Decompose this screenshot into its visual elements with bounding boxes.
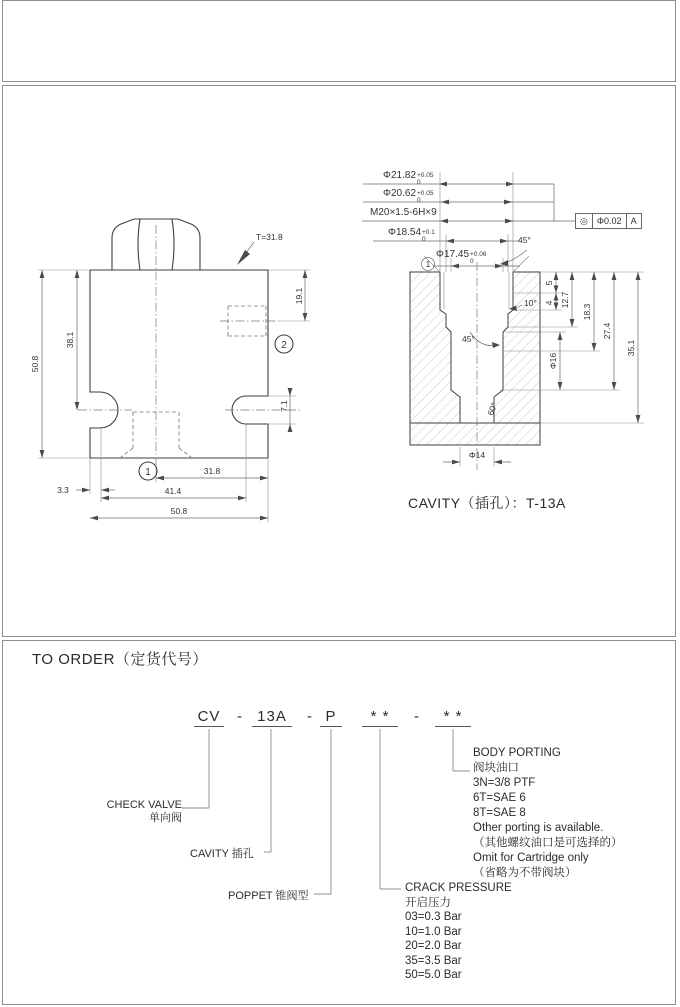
order-code-crack: * * (362, 708, 398, 727)
cavity-depth-35-1: 35.1 (626, 339, 636, 357)
body-porting-note2: Omit for Cartridge only (473, 852, 589, 864)
order-section-title: TO ORDER（定货代号） (32, 651, 208, 668)
gdt-datum: A (626, 213, 642, 229)
crack-pressure-option: 03=0.3 Bar (405, 911, 462, 923)
cavity-dia-16: Φ16 (548, 352, 558, 370)
gdt-frame (576, 213, 642, 229)
cavity-port1-marker: 1 (425, 259, 431, 269)
cavity-dia2-label (383, 188, 433, 204)
cavity-dia1-tolerance: +0.05 0 (417, 172, 434, 186)
cavity-dia-14: Φ14 (468, 450, 486, 460)
cavity-angle-bottom: 60° (485, 401, 500, 417)
body-porting-block (473, 746, 623, 881)
cavity-depth-12-7: 12.7 (560, 291, 570, 309)
dim-41-4: 41.4 (164, 486, 182, 496)
dim-31-8: 31.8 (203, 466, 221, 476)
order-code-model: CV (194, 708, 224, 727)
check-valve-label-en: CHECK VALVE (106, 799, 182, 811)
concentricity-icon: ◎ (575, 213, 593, 229)
crack-pressure-block (405, 881, 512, 983)
check-valve-label-zh: 单向阀 (149, 812, 182, 824)
port2-marker: 2 (281, 340, 287, 351)
crack-pressure-option: 10=1.0 Bar (405, 925, 462, 938)
cavity-dia1-value: Φ21.82 (383, 170, 417, 181)
order-connector-lines (182, 729, 470, 894)
cavity-depth-27-4: 27.4 (602, 322, 612, 340)
dim-port2-depth: 19.1 (294, 287, 304, 305)
crack-pressure-option: 35=3.5 Bar (405, 954, 462, 967)
cavity-dia2-tolerance: +0.05 0 (417, 190, 434, 204)
cavity-dia3-label (388, 227, 435, 243)
poppet-label: POPPET 锥阀型 (228, 890, 309, 902)
body-porting-option: 6T=SAE 6 (473, 792, 526, 804)
dim-overall-height: 50.8 (30, 355, 40, 373)
dim-slot-width: 7.1 (279, 400, 289, 412)
cavity-angle-chamfer: 45° (462, 334, 475, 344)
cavity-depth-18-3: 18.3 (582, 303, 592, 321)
valve-dimensions (30, 232, 307, 522)
body-porting-note2-zh: （省略为不带阀块） (473, 867, 577, 879)
dim-3-3: 3.3 (57, 485, 69, 495)
gdt-tolerance: Φ0.02 (592, 213, 627, 229)
cavity-depth-5: 5 (544, 280, 554, 286)
port1-marker: 1 (145, 467, 151, 478)
cavity-depth-4: 4 (544, 300, 554, 306)
cavity-dia4-tolerance: +0.06 0 (470, 251, 487, 265)
cavity-caption: CAVITY（插孔）：T-13A (408, 495, 566, 511)
body-porting-note1-zh: （其他螺纹油口是可选择的） (473, 837, 623, 849)
order-code-sep3: - (414, 708, 420, 725)
body-porting-subtitle: 阀块油口 (473, 762, 519, 774)
thread-callout: T=31.8 (256, 232, 283, 242)
valve-body-drawing (38, 219, 310, 465)
body-porting-title: BODY PORTING (473, 747, 561, 759)
cavity-thread-label: M20×1.5-6H×9 (370, 207, 437, 218)
crack-pressure-option: 20=2.0 Bar (405, 940, 462, 952)
cavity-dia3-value: Φ18.54 (388, 227, 422, 238)
body-porting-note1: Other porting is available. (473, 822, 604, 834)
cavity-dia3-tolerance: +0.1 0 (422, 229, 435, 243)
cavity-dia1-label (383, 170, 433, 186)
crack-pressure-option: 50=5.0 Bar (405, 969, 462, 981)
order-code-porting: * * (435, 708, 471, 727)
check-valve-label (100, 799, 182, 825)
dim-port-height: 38.1 (65, 331, 75, 349)
cavity-dia4-label (436, 249, 486, 265)
cavity-label: CAVITY 插孔 (190, 848, 254, 860)
order-code-sep2: - (307, 708, 313, 725)
order-code-poppet: P (320, 708, 342, 727)
crack-pressure-subtitle: 开启压力 (405, 896, 451, 909)
cavity-angle-taper: 10° (524, 298, 537, 308)
order-code-sep1: - (237, 708, 243, 725)
dim-overall-width: 50.8 (170, 506, 188, 516)
order-code-cavity: 13A (252, 708, 292, 727)
crack-pressure-title: CRACK PRESSURE (405, 882, 512, 894)
cavity-dia2-value: Φ20.62 (383, 188, 417, 199)
cavity-dia4-value: Φ17.45 (436, 249, 470, 260)
body-porting-option: 3N=3/8 PTF (473, 777, 536, 789)
body-porting-option: 8T=SAE 8 (473, 807, 526, 819)
cavity-angle-top: 45° (518, 235, 531, 245)
